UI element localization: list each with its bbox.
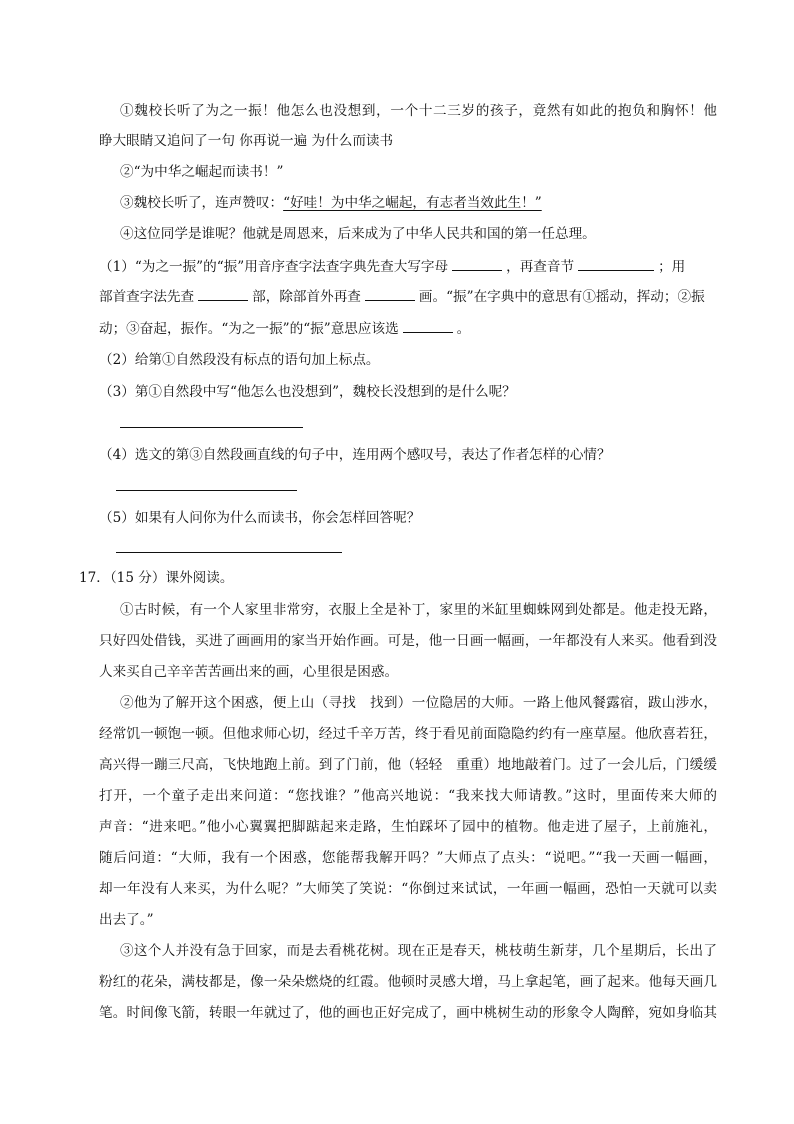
q1-blank-strokes[interactable] xyxy=(365,286,415,301)
passage-p1-line1: ①魏校长听了为之一振！他怎么也没想到，一个十二三岁的孩子，竟然有如此的抱负和胸怀！他 xyxy=(120,103,717,119)
q17-line: 笔。时间像飞箭，转眼一年就过了，他的画也正好完成了，画中桃树生动的形象令人陶醉，宛如身临其 xyxy=(99,1005,717,1021)
question-1-line2 xyxy=(99,286,705,307)
q1-text-h: 。 xyxy=(456,321,471,337)
question-3-answer-line[interactable] xyxy=(120,427,303,428)
question-1-line3 xyxy=(99,318,470,339)
q17-line: ③这个人并没有急于回家，而是去看桃花树。现在正是春天，桃枝萌生新芽，几个星期后，长出了 xyxy=(120,943,717,959)
q1-blank-radical[interactable] xyxy=(198,286,248,301)
passage-p1-line2: 睁大眼睛又追问了一句 你再说一遍 为什么而读书 xyxy=(99,133,394,149)
question-17-header: 17．（15 分）课外阅读。 xyxy=(79,570,234,586)
question-3: （3）第①自然段中写“他怎么也没想到”，魏校长没想到的是什么呢？ xyxy=(99,384,516,400)
q17-line: 只好四处借钱，买进了画画用的家当开始作画。可是，他一日画一幅画，一年都没有人来买。他看到没 xyxy=(99,633,717,649)
q1-blank-meaning[interactable] xyxy=(403,318,453,333)
q17-line: ②他为了解开这个困惑，便上山（寻找 找到）一位隐居的大师。一路上他风餐露宿，跋山涉水， xyxy=(120,695,717,711)
q17-line: 高兴得一蹦三尺高，飞快地跑上前。到了门前，他（轻轻 重重）地地敲着门。过了一会儿后，门缓缓 xyxy=(99,757,717,773)
question-1-line1 xyxy=(99,256,685,277)
q1-blank-letter[interactable] xyxy=(452,256,502,271)
question-4-answer-line[interactable] xyxy=(116,490,297,491)
passage-p3-prefix: ③魏校长听了，连声赞叹： xyxy=(120,195,284,211)
passage-p3-underlined-sentence: “好哇！为中华之崛起，有志者当效此生！” xyxy=(283,195,542,211)
q1-text-g: 动；③奋起，振作。“为之一振”的“振”意思应该选 xyxy=(99,321,399,337)
question-5: （5）如果有人问你为什么而读书，你会怎样回答呢？ xyxy=(99,510,421,526)
passage-p4: ④这位同学是谁呢？他就是周恩来，后来成为了中华人民共和国的第一任总理。 xyxy=(120,226,596,242)
question-4: （4）选文的第③自然段画直线的句子中，连用两个感叹号，表达了作者怎样的心情？ xyxy=(99,447,611,463)
q17-line: 人来买自己辛辛苦苦画出来的画，心里很是困惑。 xyxy=(99,664,399,680)
q17-line: 出去了。” xyxy=(99,912,154,928)
q1-text-a: （1）“为之一振”的“振”用音序查字法查字典先查大写字母 xyxy=(99,259,449,275)
q17-line: 却一年没有人来买，为什么呢？”大师笑了笑说：“你倒过来试试，一年画一幅画，恐怕一天就可以卖 xyxy=(99,881,717,897)
q1-text-d: 部首查字法先查 xyxy=(99,289,195,305)
question-2: （2）给第①自然段没有标点的语句加上标点。 xyxy=(99,352,380,368)
q17-line: ①古时候，有一个人家里非常穷，衣服上全是补丁，家里的米缸里蜘蛛网到处都是。他走投无路， xyxy=(120,602,717,618)
passage-p3 xyxy=(120,193,542,213)
q17-line: 打开，一个童子走出来问道：“您找谁？”他高兴地说：“我来找大师请教。”这时，里面传来大师的 xyxy=(99,788,717,804)
q1-text-c: ；用 xyxy=(658,259,686,275)
q17-line: 粉红的花朵，满枝都是，像一朵朵燃烧的红霞。他顿时灵感大增，马上拿起笔，画了起来。他每天画几 xyxy=(99,974,717,990)
passage-p2: ②“为中华之崛起而读书！” xyxy=(120,164,284,180)
question-5-answer-line[interactable] xyxy=(116,552,342,553)
q17-line: 随后问道：“大师，我有一个困惑，您能帮我解开吗？”大师点了点头：“说吧。”“我一天画一幅画， xyxy=(99,850,717,866)
q17-line: 声音：“进来吧。”他小心翼翼把脚踮起来走路，生怕踩坏了园中的植物。他走进了屋子，上前施礼， xyxy=(99,819,717,835)
q1-blank-syllable[interactable] xyxy=(578,256,654,271)
q1-text-f: 画。“振”在字典中的意思有①摇动，挥动；②振 xyxy=(418,289,705,305)
q1-text-b: ，再查音节 xyxy=(506,259,575,275)
q1-text-e: 部，除部首外再查 xyxy=(252,289,361,305)
q17-line: 经常饥一顿饱一顿。但他求师心切，经过千辛万苦，终于看见前面隐隐约约有一座草屋。他欣喜若狂， xyxy=(99,726,717,742)
